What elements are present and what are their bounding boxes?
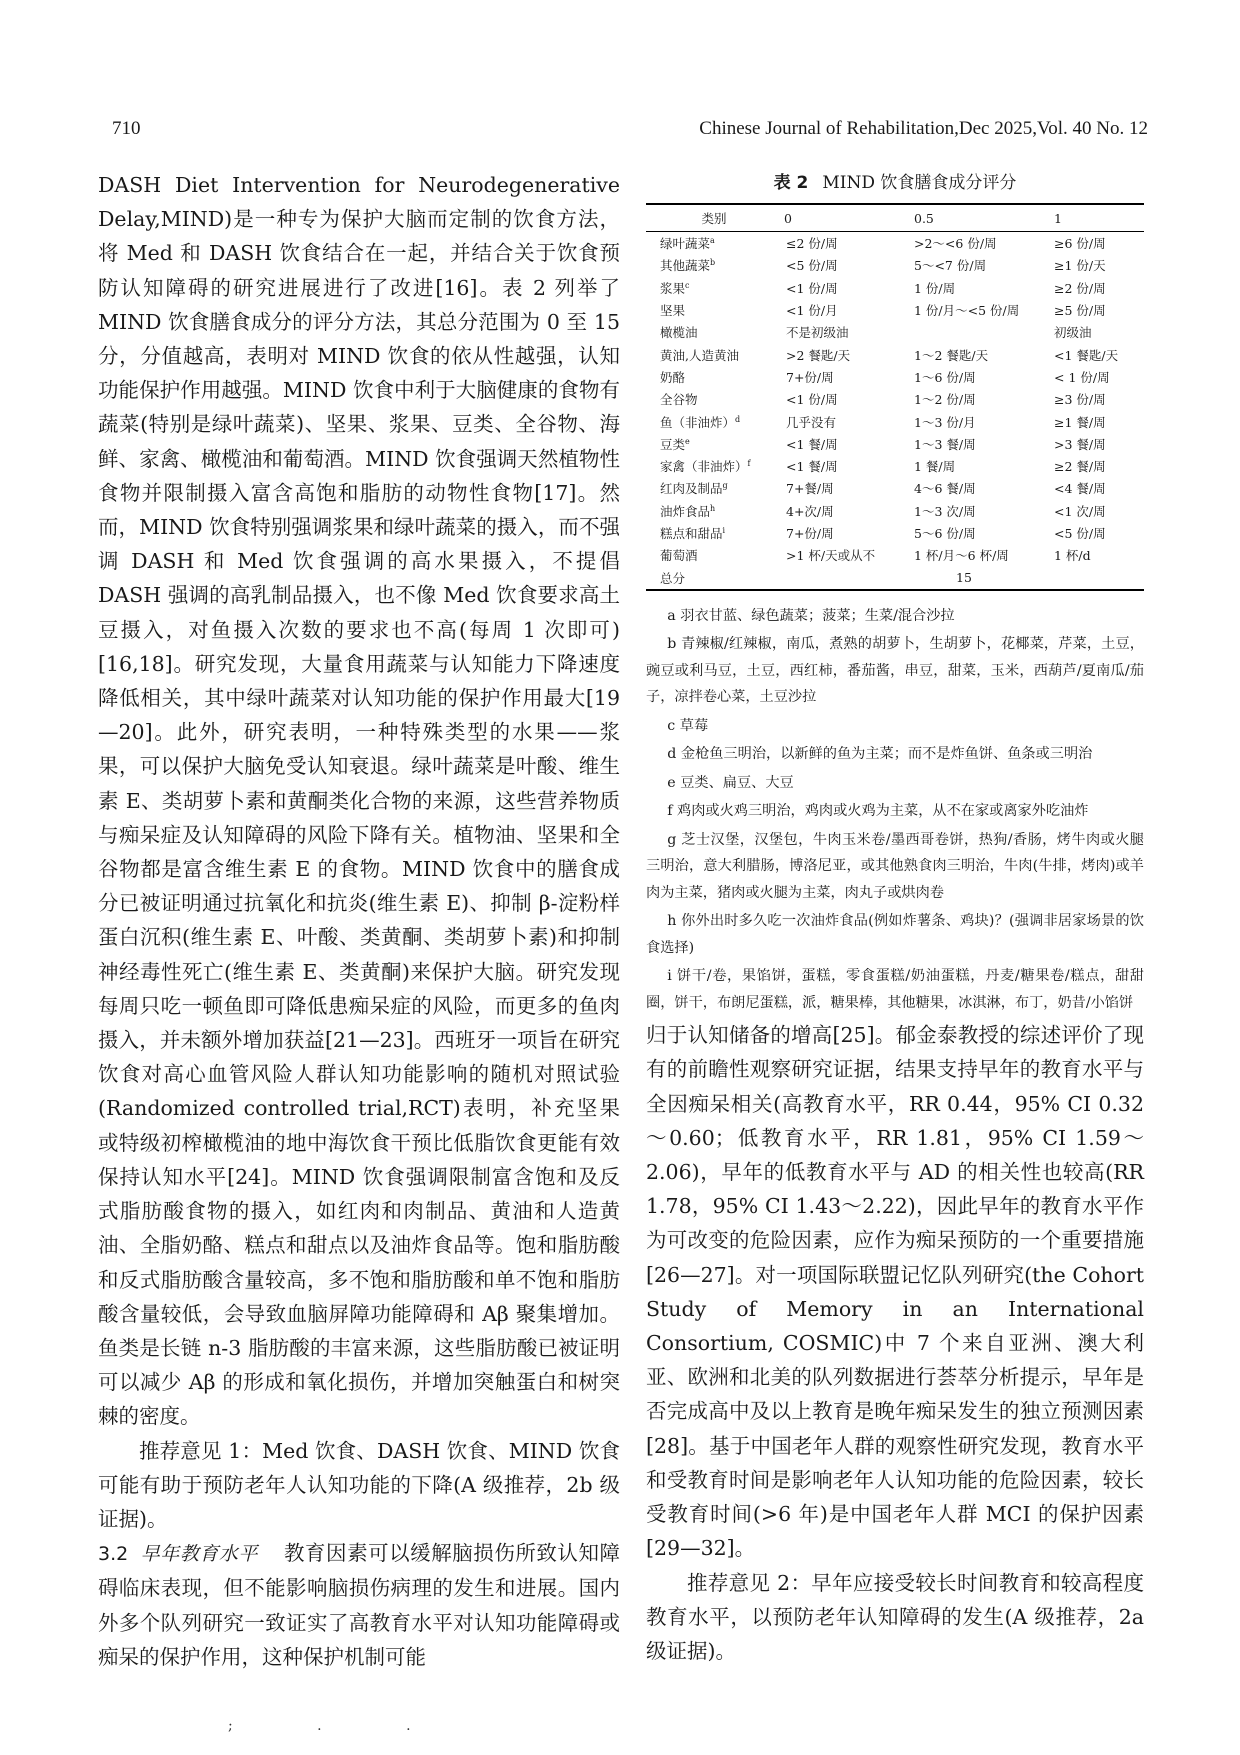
table-row (646, 277, 1144, 299)
category-cell (646, 410, 782, 432)
score-05-cell-text: 4～6 餐/周 (914, 481, 976, 497)
section-heading (98, 1543, 284, 1565)
category-cell (646, 455, 782, 477)
footnote-marker: h (710, 503, 716, 513)
score-1-cell-text: ≥3 份/周 (1054, 392, 1106, 408)
paragraph-education-continued: 归于认知储备的增高[25]。郁金泰教授的综述评价了现有的前瞻性观察研究证据，结果支持早年的教育水平与全因痴呆相关(高教育水平，RR 0.44，95% CI 0.32～0.60；低教育水平，RR 1.81，95% CI 1.59～2.06)，早年的低教育水平与 AD 的相关性也较高(RR 1.78，95% CI 1.43～2.22)，因此早年的教育水平作为可改变的危险因素，应作为痴呆预防的一个重要措施[26—27]。对一项国际联盟记忆队列研究(the Cohort Study of Memory in an International Consortium, COSMIC)中 7 个来自亚洲、澳大利亚、欧洲和北美的队列数据进行荟萃分析提示，早年是否完成高中及以上教育是晚年痴呆发生的独立预测因素[28]。基于中国老年人群的观察性研究发现，教育水平和受教育时间是影响老年人认知功能的危险因素，较长受教育时间(>6 年)是中国老年人群 MCI 的保护因素[29—32]。 (646, 1023, 1144, 1561)
score-1-cell-text: ≥1 份/天 (1054, 258, 1106, 274)
table-row (646, 232, 1144, 255)
score-05-cell (912, 366, 1052, 388)
score-1-cell-text: ≥2 份/周 (1054, 280, 1106, 296)
score-0-cell (782, 299, 912, 321)
score-1-cell-text: ≥6 份/周 (1054, 236, 1106, 252)
footer-marks: ; . . (228, 1718, 451, 1734)
score-05-cell (912, 544, 1052, 566)
section-number: 3.2 (98, 1543, 129, 1566)
category-cell-text: 黄油,人造黄油 (660, 347, 739, 363)
score-05-cell (912, 232, 1052, 255)
score-0-cell-text: 7+份/周 (786, 369, 834, 385)
header-category: 类别 (646, 204, 782, 232)
section-3-2 (98, 1536, 620, 1674)
category-cell-text: 豆类 (660, 436, 686, 452)
score-0-cell-text: <1 份/周 (786, 280, 838, 296)
category-cell-text: 其他蔬菜 (660, 258, 711, 274)
score-1-cell (1052, 321, 1144, 343)
category-cell-text: 红肉及制品 (660, 481, 723, 497)
score-05-cell-text: >2～<6 份/周 (914, 236, 997, 252)
header-score-0: 0 (782, 204, 912, 232)
left-column (98, 168, 620, 1674)
paragraph-mind-diet: DASH Diet Intervention for Neurodegenerative Delay,MIND)是一种专为保护大脑而定制的饮食方法，将 Med 和 DASH 饮食结合在一起，并结合关于饮食预防认知障碍的研究进展进行了改进[16]。表 2 列举了 MIND 饮食膳食成分的评分方法，其总分范围为 0 至 15 分，分值越高，表明对 MIND 饮食的依从性越强，认知功能保护作用越强。MIND 饮食中利于大脑健康的食物有蔬菜(特别是绿叶蔬菜)、坚果、浆果、豆类、全谷物、海鲜、家禽、橄榄油和葡萄酒。MIND 饮食强调天然植物性食物并限制摄入富含高饱和脂肪的动物性食物[17]。然而，MIND 饮食特别强调浆果和绿叶蔬菜的摄入，而不强调 DASH 和 Med 饮食强调的高水果摄入，不提倡 DASH 强调的高乳制品摄入，也不像 Med 饮食要求高土豆摄入，对鱼摄入次数的要求也不高(每周 1 次即可)[16,18]。研究发现，大量食用蔬菜与认知能力下降速度降低相关，其中绿叶蔬菜对认知功能的保护作用最大[19—20]。此外，研究表明，一种特殊类型的水果——浆果，可以保护大脑免受认知衰退。绿叶蔬菜是叶酸、维生素 E、类胡萝卜素和黄酮类化合物的来源，这些营养物质与痴呆症及认知障碍的风险下降有关。植物油、坚果和全谷物都是富含维生素 E 的食物。MIND 饮食中的膳食成分已被证明通过抗氧化和抗炎(维生素 E)、抑制 β-淀粉样蛋白沉积(维生素 E、叶酸、类黄酮、类胡萝卜素)和抑制神经毒性死亡(维生素 E、类黄酮)来保护大脑。研究发现每周只吃一顿鱼即可降低患痴呆症的风险，而更多的鱼肉摄入，并未额外增加获益[21—23]。西班牙一项旨在研究饮食对高心血管风险人群认知功能影响的随机对照试验(Randomized controlled trial,RCT)表明，补充坚果或特级初榨橄榄油的地中海饮食干预比低脂饮食更能有效保持认知水平[24]。MIND 饮食强调限制富含饱和及反式脂肪酸食物的摄入，如红肉和肉制品、黄油和人造黄油、全脂奶酪、糕点和甜点以及油炸食品等。饱和脂肪酸和反式脂肪酸含量较高，多不饱和脂肪酸和单不饱和脂肪酸含量较低，会导致血脑屏障功能障碍和 Aβ 聚集增加。鱼类是长链 n-3 脂肪酸的丰富来源，这些脂肪酸已被证明可以减少 Aβ 的形成和氧化损伤，并增加突触蛋白和树突棘的密度。 (98, 173, 620, 1429)
table-row (646, 321, 1144, 343)
category-cell-text: 奶酪 (660, 369, 686, 385)
paragraph-education: 教育因素可以缓解脑损伤所致认知障碍临床表现，但不能影响脑损伤病理的发生和进展。国内外多个队列研究一致证实了高教育水平对认知功能障碍或痴呆的保护作用，这种保护机制可能 (98, 1541, 620, 1669)
score-0-cell-text: 几乎没有 (786, 414, 837, 430)
running-header (112, 118, 1148, 144)
score-05-cell-text: 1 餐/周 (914, 459, 956, 475)
table-note: i 饼干/卷，果馅饼，蛋糕，零食蛋糕/奶油蛋糕，丹麦/糖果卷/糕点，甜甜圈，饼干，布朗尼蛋糕，派，糖果棒，其他糖果，冰淇淋，布丁，奶昔/小馅饼 (646, 968, 1144, 1011)
header-score-1: 1 (1052, 204, 1144, 232)
score-1-cell-text: 初级油 (1054, 325, 1092, 341)
score-1-cell (1052, 477, 1144, 499)
score-0-cell (782, 366, 912, 388)
table-note: b 青辣椒/红辣椒，南瓜，煮熟的胡萝卜，生胡萝卜，花椰菜，芹菜，土豆，豌豆或利马豆，土豆，西红柿，番茄酱，串豆，甜菜，玉米，西葫芦/夏南瓜/茄子，凉拌卷心菜，土豆沙拉 (646, 636, 1145, 706)
score-05-cell-text: 5～6 份/周 (914, 526, 976, 541)
score-1-cell (1052, 232, 1144, 255)
category-cell (646, 254, 782, 276)
footnote-marker: e (685, 436, 690, 446)
score-1-cell (1052, 433, 1144, 455)
score-0-cell-text: >1 杯/天或从不 (786, 548, 876, 564)
score-1-cell (1052, 455, 1144, 477)
score-1-cell-text: ≥2 餐/周 (1054, 459, 1106, 475)
score-0-cell-text: <5 份/周 (786, 258, 838, 274)
category-cell-text: 油炸食品 (660, 503, 711, 519)
table-note: g 芝士汉堡，汉堡包，牛肉玉米卷/墨西哥卷饼，热狗/香肠，烤牛肉或火腿三明治，意大利腊肠，博洛尼亚，或其他熟食肉三明治，牛肉(牛排，烤肉)或羊肉为主菜，猪肉或火腿为主菜，肉丸子或烘肉卷 (646, 831, 1144, 901)
table-row (646, 544, 1144, 566)
score-1-cell (1052, 277, 1144, 299)
category-cell (646, 321, 782, 343)
total-label: 总分 (646, 566, 782, 589)
table-title: MIND 饮食膳食成分评分 (822, 173, 1017, 193)
category-cell-text: 鱼（非油炸） (660, 414, 736, 430)
category-cell-text: 绿叶蔬菜 (660, 236, 711, 252)
recommendation-1: 推荐意见 1：Med 饮食、DASH 饮食、MIND 饮食可能有助于预防老年人认知功能的下降(A 级推荐，2b 级证据)。 (98, 1438, 620, 1531)
score-1-cell-text: <1 餐匙/天 (1054, 347, 1119, 363)
category-cell (646, 232, 782, 255)
score-0-cell (782, 388, 912, 410)
table-note: e 豆类、扁豆、大豆 (667, 774, 794, 791)
table-note: f 鸡肉或火鸡三明治，鸡肉或火鸡为主菜，从不在家或离家外吃油炸 (667, 803, 1089, 820)
table-note: d 金枪鱼三明治，以新鲜的鱼为主菜；而不是炸鱼饼、鱼条或三明治 (667, 746, 1093, 763)
score-05-cell-text: 1 份/月～<5 份/周 (914, 303, 1020, 319)
score-0-cell (782, 232, 912, 255)
score-1-cell-text: 1 杯/d (1054, 548, 1091, 564)
score-05-cell (912, 410, 1052, 432)
score-0-cell (782, 477, 912, 499)
category-cell-text: 橄榄油 (660, 325, 698, 341)
table-note: a 羽衣甘蓝、绿色蔬菜；菠菜；生菜/混合沙拉 (667, 607, 955, 624)
footnote-marker: d (735, 414, 741, 424)
table-row (646, 477, 1144, 499)
category-cell (646, 433, 782, 455)
score-1-cell-text: ≥5 份/周 (1054, 303, 1106, 319)
category-cell-text: 浆果 (660, 280, 686, 296)
score-0-cell-text: <1 餐/周 (786, 459, 838, 475)
table-row (646, 299, 1144, 321)
table-row (646, 455, 1144, 477)
category-cell (646, 366, 782, 388)
table-row (646, 410, 1144, 432)
score-1-cell (1052, 366, 1144, 388)
score-0-cell (782, 343, 912, 365)
footnote-marker: a (710, 235, 715, 245)
score-1-cell-text: <5 份/周 (1054, 526, 1106, 541)
score-05-cell-text: 1 份/周 (914, 280, 956, 296)
score-05-cell-text: 1～6 份/周 (914, 369, 976, 385)
score-0-cell-text: ≤2 份/周 (786, 236, 838, 252)
score-0-cell-text: <1 份/周 (786, 392, 838, 408)
score-05-cell (912, 277, 1052, 299)
score-05-cell (912, 477, 1052, 499)
score-05-cell-text: 1～2 份/周 (914, 392, 976, 408)
score-05-cell (912, 500, 1052, 522)
recommendation-2: 推荐意见 2：早年应接受较长时间教育和较高程度教育水平，以预防老年认知障碍的发生(A 级推荐，2a 级证据)。 (646, 1570, 1144, 1663)
score-1-cell-text: <4 餐/周 (1054, 481, 1106, 497)
section-title: 早年教育水平 (140, 1543, 258, 1566)
footnote-marker: i (722, 525, 726, 535)
table-row (646, 254, 1144, 276)
score-05-cell (912, 299, 1052, 321)
score-05-cell (912, 388, 1052, 410)
table-header-row (646, 204, 1144, 232)
score-05-cell (912, 522, 1052, 544)
category-cell (646, 299, 782, 321)
score-0-cell-text: 4+次/周 (786, 503, 834, 519)
table-notes (646, 603, 1144, 1017)
table-row (646, 366, 1144, 388)
score-0-cell (782, 455, 912, 477)
category-cell (646, 544, 782, 566)
score-05-cell (912, 321, 1052, 343)
score-05-cell (912, 343, 1052, 365)
score-0-cell (782, 254, 912, 276)
table-total-row (646, 566, 1144, 589)
category-cell-text: 家禽（非油炸） (660, 459, 748, 475)
score-0-cell-text: >2 餐匙/天 (786, 347, 851, 363)
score-1-cell (1052, 254, 1144, 276)
score-0-cell (782, 433, 912, 455)
score-0-cell-text: <1 份/月 (786, 303, 838, 319)
footnote-marker: b (710, 258, 716, 268)
category-cell-text: 坚果 (660, 303, 686, 319)
score-05-cell-text: 1～3 份/月 (914, 414, 976, 430)
table-caption (646, 168, 1144, 193)
category-cell (646, 522, 782, 544)
score-1-cell (1052, 522, 1144, 544)
header-score-05: 0.5 (912, 204, 1052, 232)
score-1-cell (1052, 388, 1144, 410)
score-1-cell (1052, 343, 1144, 365)
table-row (646, 388, 1144, 410)
score-05-cell-text: 5～<7 份/周 (914, 258, 987, 274)
table-note: h 你外出时多久吃一次油炸食品(例如炸薯条、鸡块)？(强调非居家场景的饮食选择) (646, 913, 1144, 956)
table-label: 表 2 (773, 173, 809, 193)
table-row (646, 522, 1144, 544)
category-cell-text: 葡萄酒 (660, 548, 698, 564)
total-value: 15 (782, 566, 1144, 589)
category-cell (646, 277, 782, 299)
score-1-cell-text: >3 餐/周 (1054, 436, 1106, 452)
category-cell-text: 糕点和甜品 (660, 526, 723, 541)
score-1-cell-text: ≥1 餐/周 (1054, 414, 1106, 430)
score-1-cell-text: < 1 份/周 (1054, 369, 1110, 385)
score-0-cell (782, 500, 912, 522)
footnote-marker: f (747, 458, 751, 468)
category-cell-text: 全谷物 (660, 392, 698, 408)
footnote-marker: c (685, 280, 690, 290)
score-05-cell-text: 1～3 餐/周 (914, 436, 976, 452)
journal-citation: Chinese Journal of Rehabilitation,Dec 2025,Vol. 40 No. 12 (699, 118, 1148, 139)
score-05-cell-text: 1～3 次/周 (914, 503, 976, 519)
score-05-cell (912, 433, 1052, 455)
score-05-cell-text: 1～2 餐匙/天 (914, 347, 989, 363)
score-0-cell (782, 544, 912, 566)
score-05-cell-text: 1 杯/月～6 杯/周 (914, 548, 1009, 564)
table-note: c 草莓 (667, 717, 709, 734)
score-1-cell (1052, 299, 1144, 321)
mind-diet-table (646, 203, 1144, 591)
category-cell (646, 343, 782, 365)
score-1-cell (1052, 410, 1144, 432)
table-row (646, 433, 1144, 455)
table-row (646, 343, 1144, 365)
score-0-cell (782, 410, 912, 432)
score-0-cell-text: <1 餐/周 (786, 436, 838, 452)
category-cell (646, 500, 782, 522)
score-0-cell-text: 7+份/周 (786, 526, 834, 541)
score-05-cell (912, 455, 1052, 477)
footnote-marker: g (722, 481, 728, 491)
category-cell (646, 477, 782, 499)
page-number: 710 (112, 118, 141, 139)
category-cell (646, 388, 782, 410)
score-0-cell-text: 不是初级油 (786, 325, 849, 341)
score-1-cell (1052, 500, 1144, 522)
score-1-cell (1052, 544, 1144, 566)
score-0-cell-text: 7+餐/周 (786, 481, 834, 497)
score-0-cell (782, 277, 912, 299)
score-1-cell-text: <1 次/周 (1054, 503, 1106, 519)
right-column (646, 168, 1144, 1668)
score-0-cell (782, 321, 912, 343)
score-05-cell (912, 254, 1052, 276)
table-row (646, 500, 1144, 522)
score-0-cell (782, 522, 912, 544)
table-body (646, 232, 1144, 590)
